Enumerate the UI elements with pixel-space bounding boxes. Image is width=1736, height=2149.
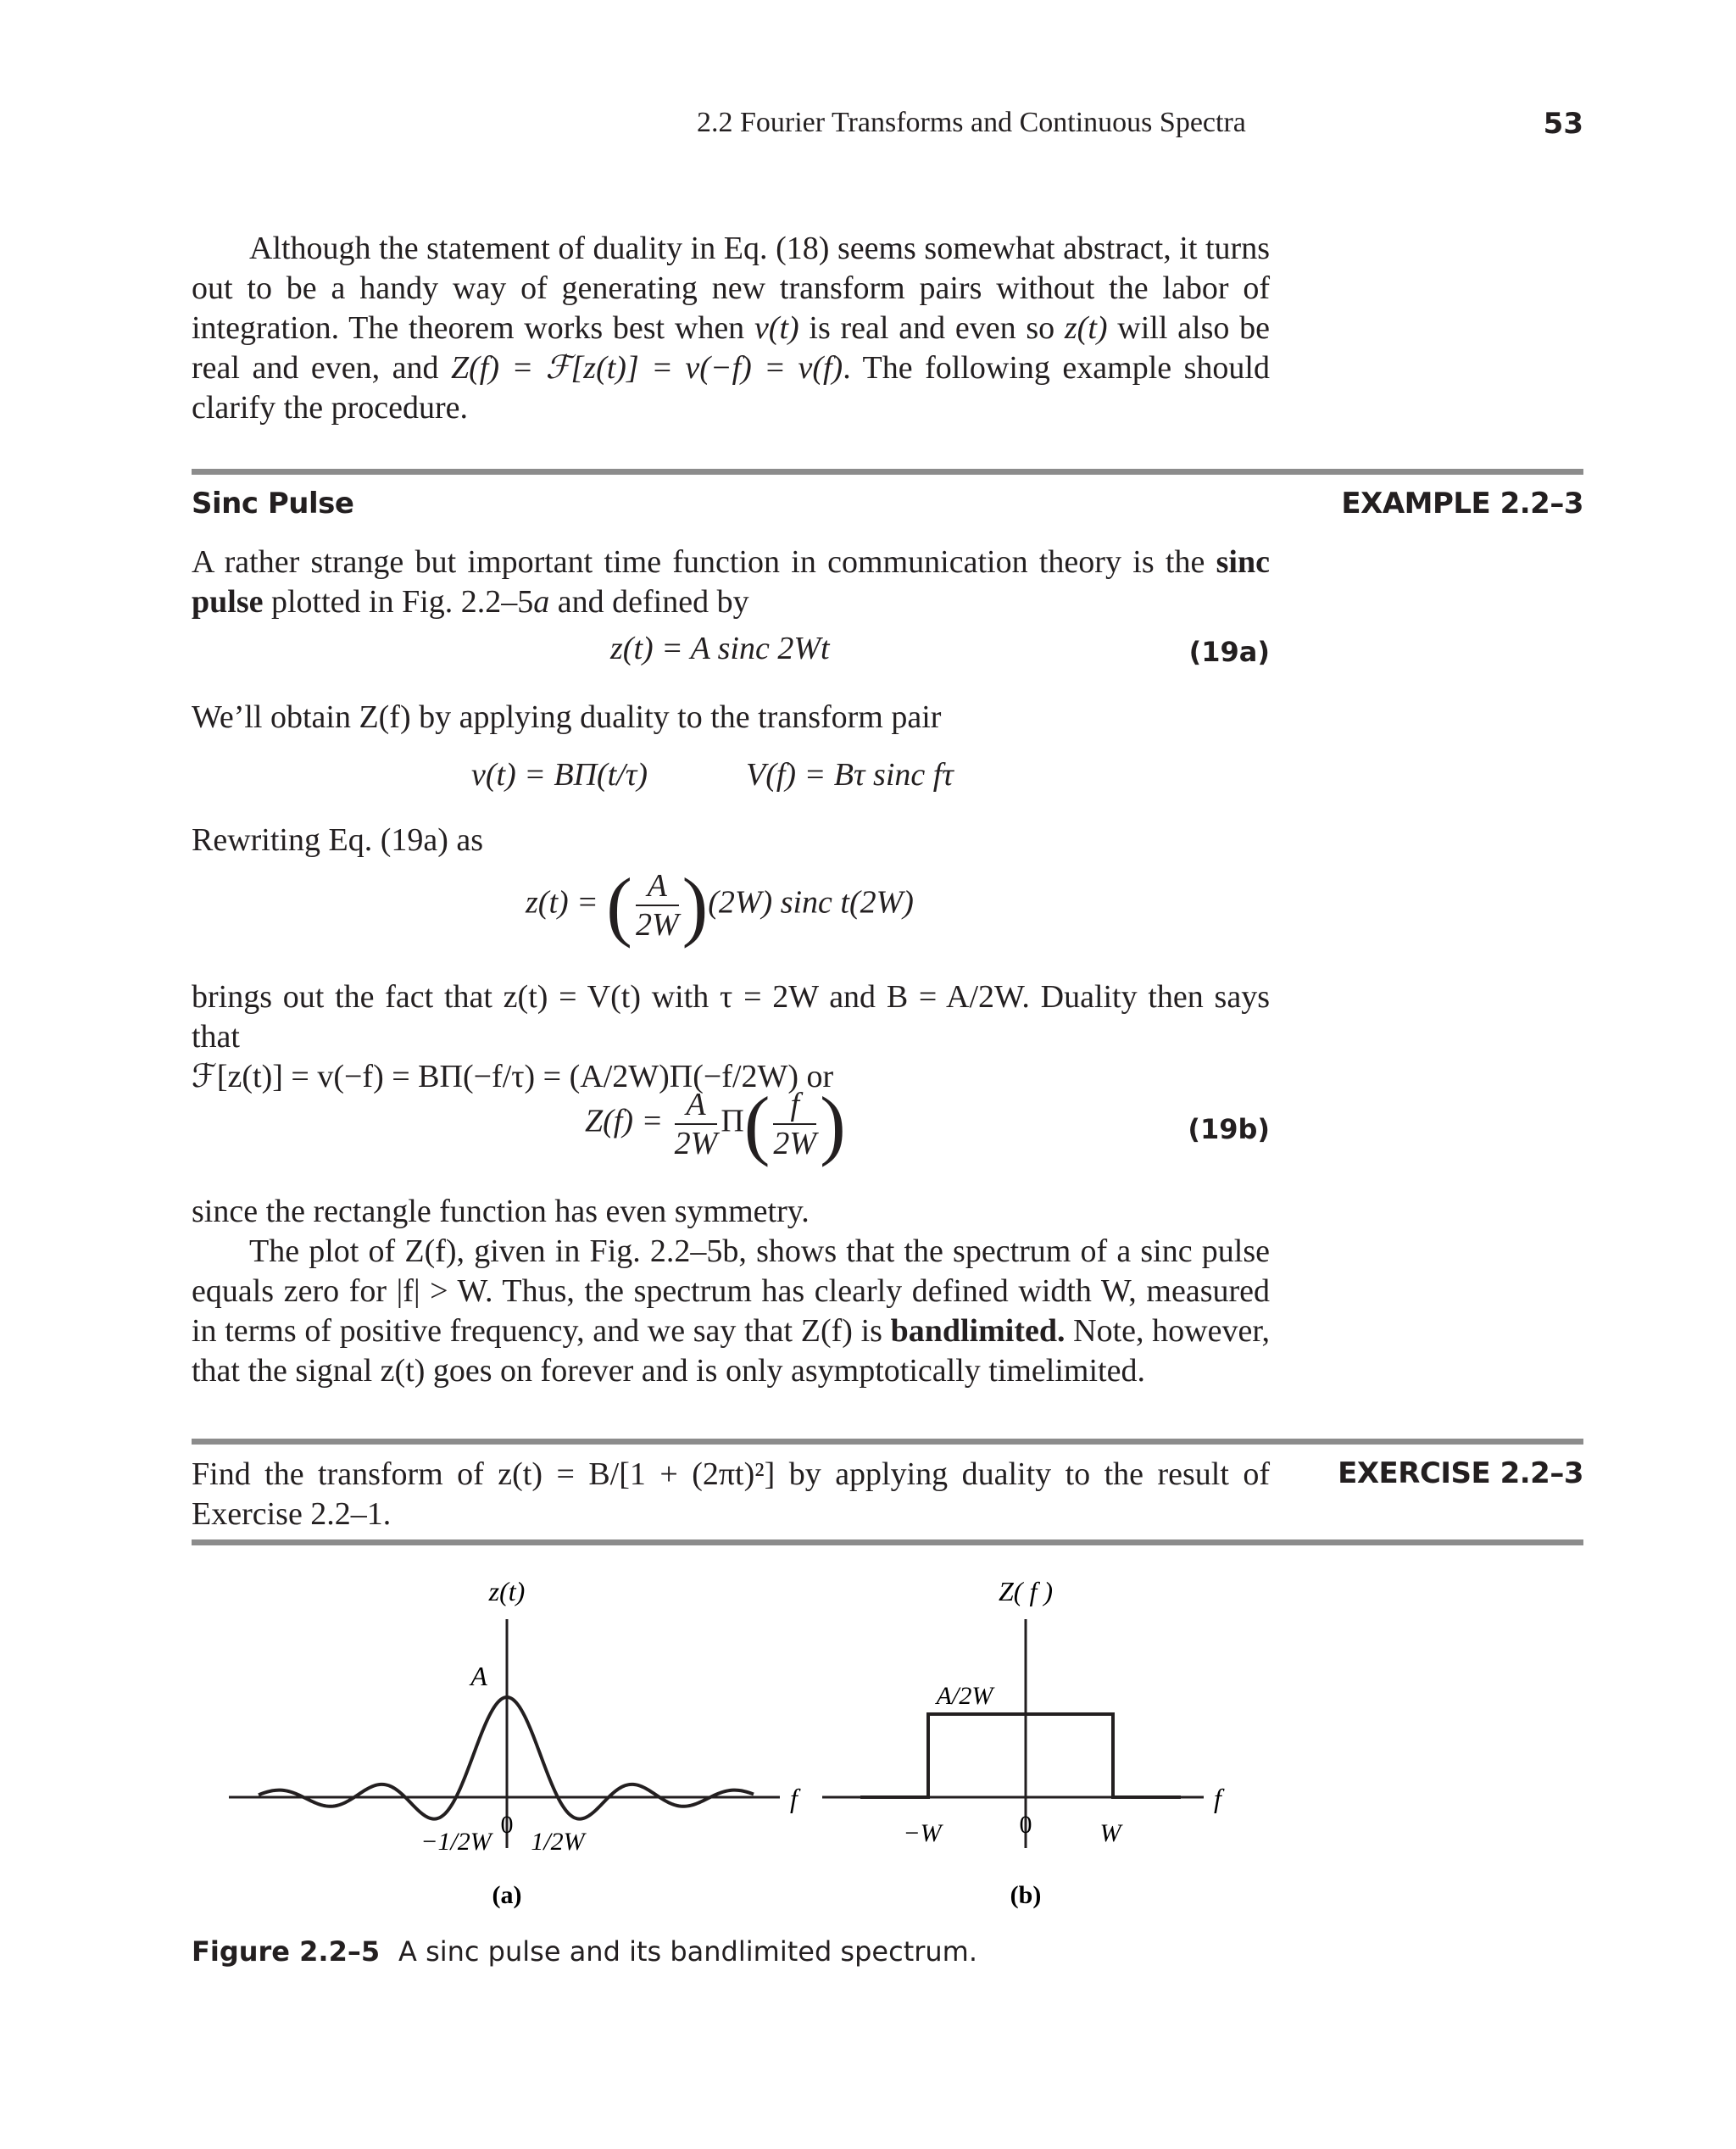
example-title: Sinc Pulse (192, 487, 354, 521)
example-paragraph-1 (192, 543, 1270, 622)
example-p1-bold-term: sinc pulse (192, 544, 1270, 620)
figure-b-tick-neg: −W (903, 1819, 942, 1847)
equation-19a: z(t) = A sinc 2Wt (610, 631, 830, 666)
example-paragraph-2: We’ll obtain Z(f) by applying duality to the transform pair (192, 699, 942, 735)
figure-a-panel-label: (a) (492, 1881, 522, 1909)
figure-a-y-label: z(t) (488, 1576, 526, 1606)
eq-rewrite-numerator: A (636, 867, 679, 906)
eq19b-fraction-1 (675, 1086, 718, 1162)
intro-z-of-t: z(t) (1064, 310, 1108, 346)
figure-b-rect-plot (814, 1568, 1255, 1924)
example-p5-text: since the rectangle function has even symmetry. (192, 1194, 810, 1229)
example-label: EXAMPLE 2.2–3 (1341, 487, 1583, 521)
figure-a-x-label: f (790, 1783, 798, 1813)
eq19b-numerator-2: f (773, 1086, 816, 1125)
intro-text-1: Although the statement of duality in Eq. (18) seems somewhat abstract, it turns out to be a handy way of generating new transform pairs without the labor of integration. The theorem works best when (192, 231, 1270, 346)
example-p4-line-1: brings out the fact that z(t) = V(t) with τ = 2W and B = A/2W. Duality then says that (192, 979, 1270, 1055)
example-p6-bold-term: bandlimited. (890, 1313, 1066, 1349)
example-paragraph-5 (192, 1192, 1270, 1391)
example-paragraph-4 (192, 977, 1270, 1097)
figure-b-level-label: A/2W (936, 1682, 993, 1710)
equation-rewrite (526, 862, 914, 949)
example-p1-fig-letter: a (533, 584, 550, 620)
eq19b-lhs: Z(f) = (585, 1103, 664, 1139)
eq-rewrite-paren-close: ) (682, 862, 709, 949)
equation-19a-number: (19a) (1188, 636, 1270, 668)
intro-text-4: . The following example should clarify the procedure. (192, 350, 1270, 426)
figure-a-peak-label: A (470, 1661, 487, 1691)
figure-caption-label: Figure 2.2–5 (192, 1935, 381, 1968)
example-top-rule (192, 469, 1583, 475)
figure-b-x-label: f (1214, 1783, 1221, 1813)
eq-rewrite-fraction (636, 867, 679, 944)
figure-a-sinc-plot (220, 1568, 814, 1924)
example-p1-text-c: and defined by (549, 584, 749, 620)
eq19b-denominator-2: 2W (773, 1126, 817, 1161)
example-p4-line-2: ℱ[z(t)] = v(−f) = BΠ(−f/τ) = (A/2W)Π(−f/2W) or (192, 1059, 834, 1094)
example-paragraph-3: Rewriting Eq. (19a) as (192, 822, 484, 858)
intro-duality-equation: Z(f) = ℱ[z(t)] = v(−f) = v(f) (450, 350, 843, 386)
figure-b-y-label: Z( f ) (999, 1576, 1053, 1606)
example-p1-text-a: A rather strange but important time function in communication theory is the (192, 544, 1216, 580)
intro-paragraph (192, 229, 1270, 428)
exercise-label: EXERCISE 2.2–3 (1338, 1456, 1583, 1490)
figure-caption-text: A sinc pulse and its bandlimited spectrum. (398, 1935, 978, 1968)
eq-rewrite-lhs: z(t) = (526, 884, 598, 921)
running-header-title: 2.2 Fourier Transforms and Continuous Spectra (697, 107, 1246, 138)
eq19b-numerator-1: A (675, 1086, 718, 1125)
transform-pair-right: V(f) = Bτ sinc fτ (746, 757, 954, 793)
eq19b-paren-open: ( (743, 1081, 771, 1167)
eq19b-fraction-2 (773, 1086, 816, 1162)
eq-rewrite-denominator: 2W (635, 907, 679, 943)
intro-v-of-t: v(t) (754, 310, 799, 346)
exercise-text: Find the transform of z(t) = B/[1 + (2πt)²] by applying duality to the result of Exercise 2.2–1. (192, 1456, 1270, 1532)
example-p1-text-b: plotted in Fig. 2.2–5 (263, 584, 534, 620)
figure-b-tick-zero: 0 (1019, 1811, 1032, 1839)
figure-b-rect-function (860, 1714, 1181, 1797)
page-number: 53 (1543, 107, 1583, 141)
equation-19b (585, 1081, 846, 1167)
eq-rewrite-paren-open: ( (606, 862, 632, 949)
figure-b-panel-label: (b) (1010, 1881, 1042, 1909)
eq19b-rect-symbol: Π (721, 1103, 744, 1139)
example-p6-text-b: Note, however, that the signal z(t) goes on forever and is only asymptotically timelimited. (192, 1313, 1270, 1389)
exercise-bottom-rule (192, 1539, 1583, 1545)
eq19b-paren-close: ) (820, 1081, 846, 1167)
eq-rewrite-rhs: (2W) sinc t(2W) (708, 884, 914, 921)
figure-b-tick-pos: W (1099, 1819, 1121, 1847)
figure-a-tick-zero: 0 (500, 1811, 514, 1839)
equation-19b-number: (19b) (1188, 1113, 1270, 1145)
figure-a-tick-pos: 1/2W (531, 1828, 585, 1856)
intro-text-2: is real and even so (798, 310, 1065, 346)
example-p6-text-a: The plot of Z(f), given in Fig. 2.2–5b, shows that the spectrum of a sinc pulse equals zero for |f| > W. Thus, the spectrum has clearly defined width W, measured in terms of positive frequency, and we say that Z(f) is (192, 1233, 1270, 1349)
eq19b-denominator-1: 2W (674, 1126, 718, 1161)
figure-a-tick-neg: −1/2W (420, 1828, 492, 1856)
transform-pair-left: v(t) = BΠ(t/τ) (471, 757, 648, 793)
intro-text-3: will also be real and even, and (192, 310, 1270, 386)
exercise-top-rule (192, 1439, 1583, 1445)
